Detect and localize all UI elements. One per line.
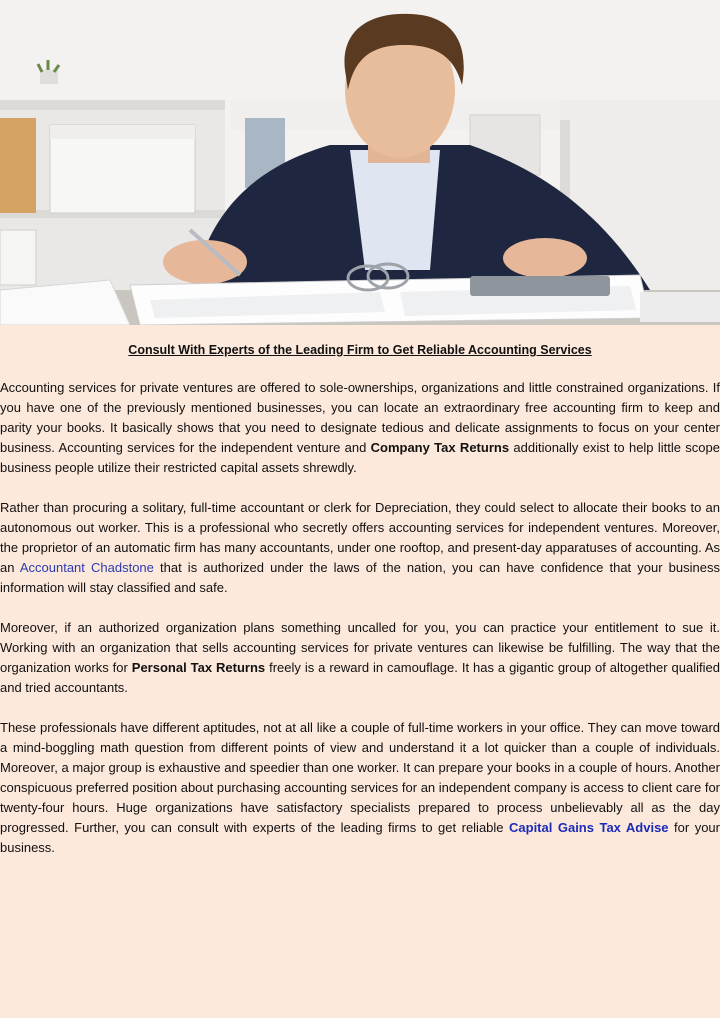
paragraph-3 bbox=[0, 618, 720, 698]
paragraph-2-text-start: Rather than procuring a solitary, full-time accountant or clerk for Depreciation, they could select to allocate their books to an autonomous out worker. This is a professional who secretly offers accounting services for independent ventures. Moreover, the proprietor of an automatic firm has many accountants, under one rooftop, and present-day apparatuses of accounting. As an bbox=[0, 500, 720, 575]
paragraph-2-text-end: that is authorized under the laws of the nation, you can have confidence that your business information will stay classified and safe. bbox=[0, 560, 720, 595]
paragraph-1-text-start: Accounting services for private ventures are offered to sole-ownerships, organizations and little constrained organizations. If you have one of the previously mentioned businesses, you can locate an extraordinary free accounting firm to keep and parity your books. It basically shows that you need to designate tedious and delicate assignments to focus on your center business. Accounting services for the independent venture and bbox=[0, 380, 720, 455]
paragraph-4-text-start: These professionals have different aptitudes, not at all like a couple of full-time workers in your office. They can move toward a mind-boggling math question from different points of view and understand it a lot quicker than a couple of individuals. Moreover, a major group is exhaustive and speedier than one worker. It can prepare your books in a couple of hours. Another conspicuous preferred position about purchasing accounting services for an independent company is access to client care for twenty-four hours. Huge organizations have satisfactory specialists prepared to process unbelievably all as the day progressed. Further, you can consult with experts of the leading firms to get reliable bbox=[0, 720, 720, 835]
article bbox=[0, 340, 720, 878]
paragraph-1-text-end: additionally exist to help little scope business people utilize their restricted capital assets shrewdly. bbox=[0, 440, 720, 475]
paragraph-4 bbox=[0, 718, 720, 858]
paragraph-3-text-start: Moreover, if an authorized organization plans something uncalled for you, you can practice your entitlement to sue it. Working with an organization that sells accounting services for private ventures can likewise be fulfilling. The way that the organization works for bbox=[0, 620, 720, 675]
article-title: Consult With Experts of the Leading Firm to Get Reliable Accounting Services bbox=[128, 343, 592, 357]
paragraph-2 bbox=[0, 498, 720, 598]
hero-image bbox=[0, 0, 720, 325]
company-tax-returns-text: Company Tax Returns bbox=[370, 440, 510, 455]
paragraph-4-text-end: for your business. bbox=[0, 820, 720, 855]
paragraph-3-text-end: freely is a reward in camouflage. It has a gigantic group of altogether qualified and tried accountants. bbox=[0, 660, 720, 695]
capital-gains-tax-advise-link[interactable]: Capital Gains Tax Advise bbox=[509, 820, 669, 835]
paragraph-1 bbox=[0, 378, 720, 478]
businessman-at-desk-photo bbox=[0, 0, 720, 325]
personal-tax-returns-text: Personal Tax Returns bbox=[131, 660, 266, 675]
accountant-chadstone-link[interactable]: Accountant Chadstone bbox=[19, 560, 154, 575]
